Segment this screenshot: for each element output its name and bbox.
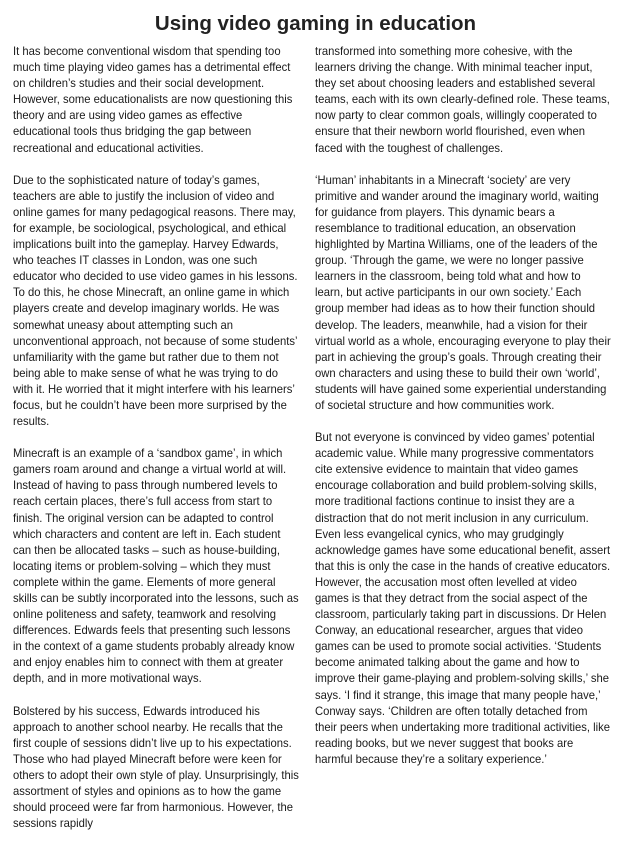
paragraph: But not everyone is convinced by video games’ potential academic value. While many progressive commentators cite extensive evidence to maintain that video games encourage collaboration and build problem-solving skills, more traditional factions continue to insist they are a distraction that do not merit inclusion in any curriculum. Even less evangelical cynics, who may grudgingly acknowledge games have some educational benefit, assert that this is only the case in the hands of creative educators. However, the accusation most often levelled at video games is that they detract from the social aspect of the classroom, particularly taking part in discussions. Dr Helen Conway, an educational researcher, argues that video games can be used to promote social activities. ‘Students become animated talking about the game and how to improve their game-playing and problem-solving skills,’ she says. ‘I find it strange, this image that many people have,’ Conway says. ‘Children are often totally detached from their peers when undertaking more traditional activities, like reading books, but we never suggest that books are harmful because they’re a solitary experience.’ <box>315 431 611 766</box>
paragraph: Bolstered by his success, Edwards introduced his approach to another school nearby. He recalls that the first couple of sessions didn’t live up to his expectations. Those who had played Minecraft before were keen for others to adopt their own style of play. Unsurprisingly, this assortment of styles and opinions as to how the game should proceed were far from harmonious. However, the sessions rapidly <box>13 704 299 831</box>
paragraph: Minecraft is an example of a ‘sandbox game’, in which gamers roam around and change a virtual world at will. Instead of having to pass through numbered levels to reach certain places, there’s full access from start to finish. The original version can be adapted to control which characters and content are left in. Each student can then be allocated tasks – such as house-building, locating items or problem-solving – which they must complete within the game. Elements of more general skills can be subtly incorporated into the lessons, such as online politeness and safety, teamwork and resolving differences. Edwards feels that presenting such lessons in the context of a game students probably already know and enjoy enables him to connect with them at greater depth, and in more motivational ways. <box>13 447 299 686</box>
paragraph: transformed into something more cohesive, with the learners driving the change. With minimal teacher input, they set about choosing leaders and established several teams, each with its own clearly-defined role. These teams, now party to clear common goals, willingly cooperated to ensure that their newborn world flourished, even when faced with the toughest of challenges. <box>315 45 610 155</box>
article-title: Using video gaming in education <box>154 12 477 35</box>
paragraph: ‘Human’ inhabitants in a Minecraft ‘society’ are very primitive and wander around the imaginary world, waiting for guidance from players. This dynamic bears a resemblance to traditional education, an observation highlighted by Martina Williams, one of the leaders of the group. ‘Through the game, we were no longer passive learners in the classroom, being told what and how to learn, but active participants in our own society.’ Each group member had ideas as to how their function should develop. The leaders, meanwhile, had a vision for their virtual world as a whole, encouraging everyone to play their part in achieving the group’s goals. Through creating their own characters and using these to build their own ‘world’, students will have gained some experiential understanding of societal structure and how communities work. <box>315 173 611 412</box>
paragraph: Due to the sophisticated nature of today’s games, teachers are able to justify the inclusion of video and online games for many pedagogical reasons. There may, for example, be sociological, psychological, and ethical implications built into the gameplay. Harvey Edwards, who teaches IT classes in London, was one such educator who decided to use video games in his lessons. To do this, he chose Minecraft, an online game in which players create and develop imaginary worlds. He was somewhat uneasy about attempting such an unconventional approach, not because of some students’ unfamiliarity with the game but rather due to them not being able to make sense of what he was trying to do with it. He worried that it might interfere with his learners’ focus, but he couldn’t have been more surprised by the results. <box>13 173 298 429</box>
paragraph: It has become conventional wisdom that spending too much time playing video games has a detrimental effect on children’s studies and their social development. However, some educationalists are now questioning this theory and are using video games as effective educational tools thus bridging the gap between recreational and educational activities. <box>13 45 293 155</box>
left-column <box>13 44 299 848</box>
right-column <box>315 44 611 784</box>
